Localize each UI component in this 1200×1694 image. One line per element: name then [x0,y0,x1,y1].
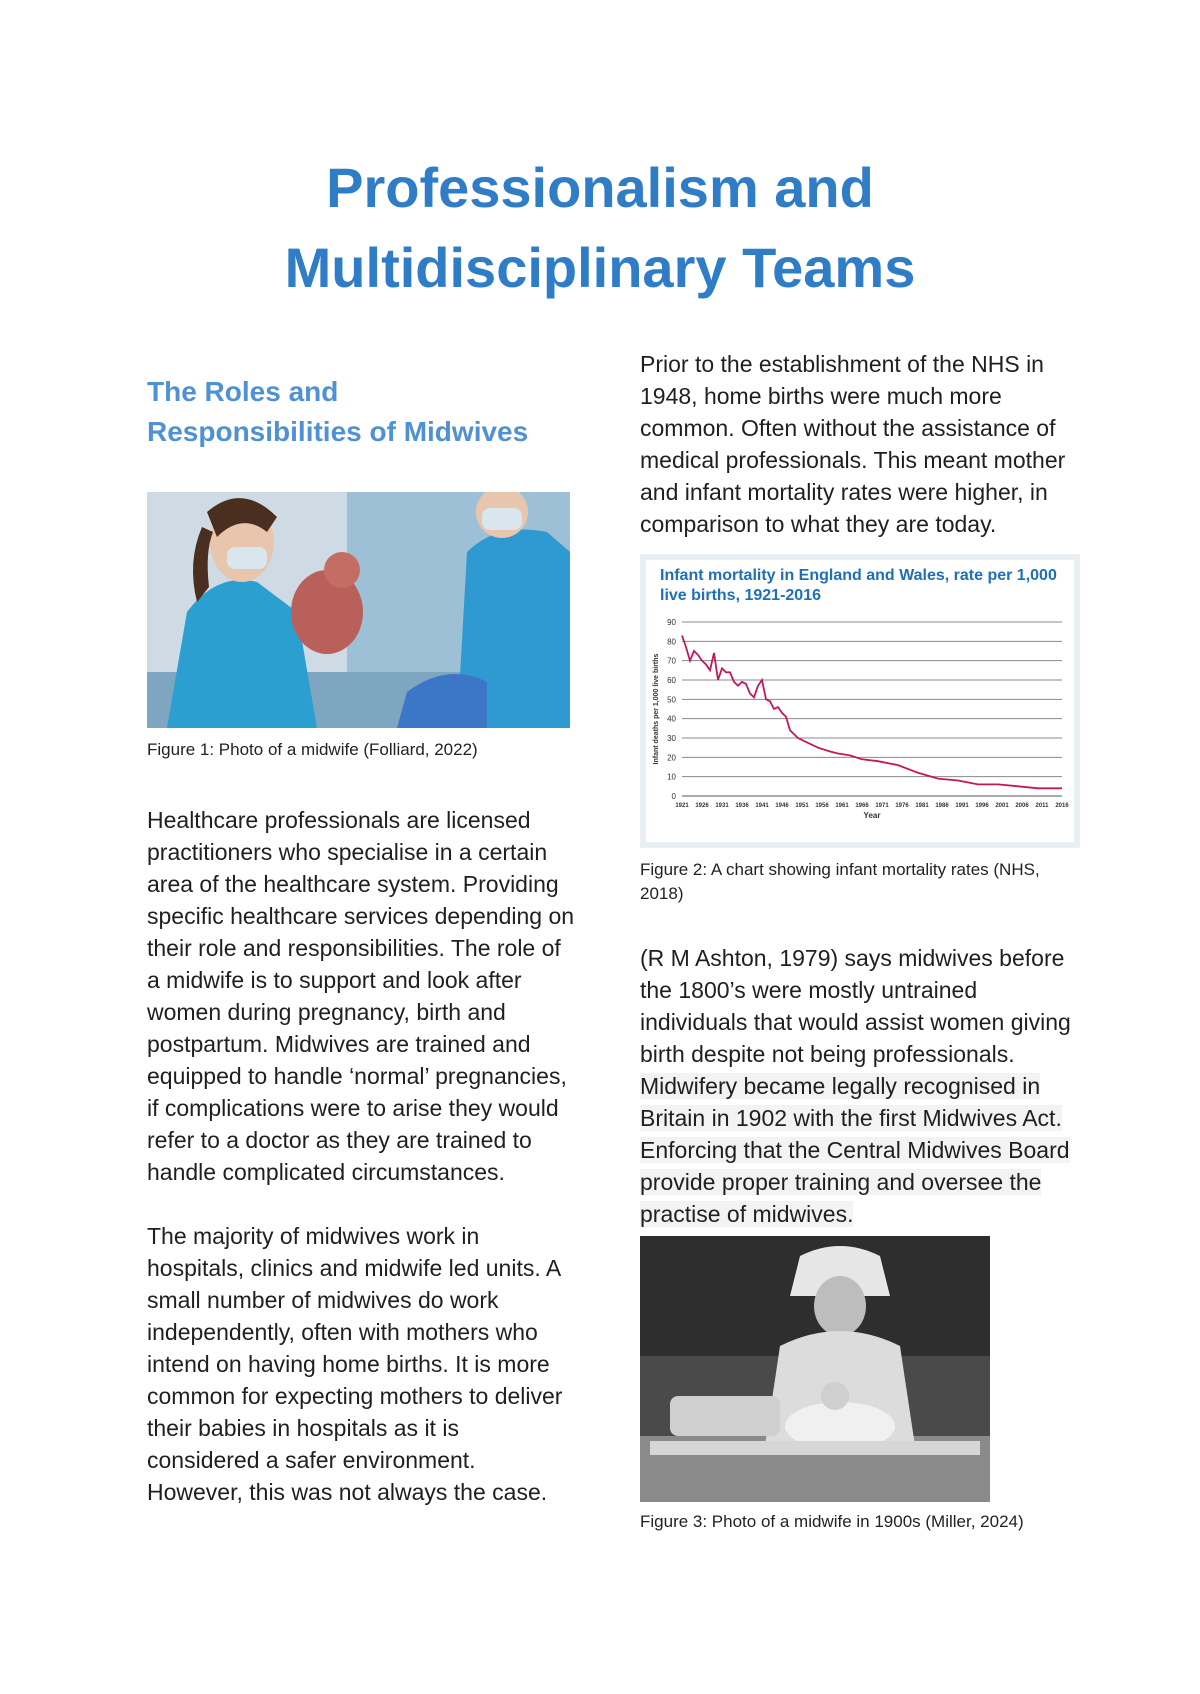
y-tick-label: 0 [671,792,676,801]
right-paragraph-2a: (R M Ashton, 1979) says midwives before the 1800’s were mostly untrained individuals that would assist women giving birth despite not being professionals. [640,945,1071,1067]
right-column [640,348,1080,1534]
y-tick-label: 10 [667,772,676,782]
x-tick-label: 2016 [1055,803,1069,809]
x-tick-label: 1931 [715,803,729,809]
figure1-caption: Figure 1: Photo of a midwife (Folliard, 2022) [147,740,478,759]
title-line-1: Professionalism and [326,156,874,219]
y-tick-label: 70 [667,656,676,666]
y-tick-label: 50 [667,695,676,705]
infant-mortality-chart [640,554,1080,848]
section-heading [147,372,577,452]
midwife-photo [147,492,570,728]
y-tick-label: 90 [667,618,676,627]
x-tick-label: 1961 [835,803,849,809]
y-tick-label: 20 [667,753,676,763]
x-tick-label: 1941 [755,803,769,809]
x-tick-label: 1971 [875,803,889,809]
y-axis-label: Infant deaths per 1,000 live births [653,653,660,765]
heading-line-2: Responsibilities of Midwives [147,416,529,447]
x-tick-label: 1936 [735,803,749,809]
x-tick-label: 2001 [995,803,1009,809]
x-tick-label: 1956 [815,803,829,809]
title-line-2: Multidisciplinary Teams [284,236,916,299]
page-title [0,148,1200,308]
x-tick-label: 1976 [895,803,909,809]
figure3-caption: Figure 3: Photo of a midwife in 1900s (Miller, 2024) [640,1512,1024,1531]
left-column [147,372,577,1508]
left-paragraph-2: The majority of midwives work in hospitals, clinics and midwife led units. A small number of midwives do work independently, often with mothers who intend on having home births. It is more common for expecting mothers to deliver their babies in hospitals as it is considered a safer environment. However, this was not always the case. [147,1223,563,1505]
chart-panel [646,560,1074,842]
x-tick-label: 2011 [1035,803,1049,809]
right-paragraph-2 [640,942,1080,1230]
x-tick-label: 1951 [795,803,809,809]
historic-midwife-photo [640,1236,990,1502]
y-tick-label: 60 [667,676,676,685]
figure2-caption: Figure 2: A chart showing infant mortality rates (NHS, 2018) [640,860,1040,903]
x-axis-label: Year [863,811,881,820]
x-tick-label: 1966 [855,803,869,809]
right-paragraph-2b: Midwifery became legally recognised in Britain in 1902 with the first Midwives Act. Enforcing that the Central Midwives Board provide proper training and oversee the practise of midwives. [640,1073,1070,1227]
x-tick-label: 2006 [1015,803,1029,809]
y-tick-label: 40 [667,714,676,724]
series-line [682,636,1062,789]
x-tick-label: 1921 [675,803,689,809]
heading-line-1: The Roles and [147,376,339,407]
x-tick-label: 1996 [975,803,989,809]
x-tick-label: 1991 [955,803,969,809]
y-tick-label: 80 [667,637,676,647]
x-tick-label: 1926 [695,803,709,809]
x-tick-label: 1986 [935,803,949,809]
right-paragraph-1: Prior to the establishment of the NHS in 1948, home births were much more common. Often without the assistance of medical professionals. This meant mother and infant mortality rates were higher, in comparison to what they are today. [640,351,1066,537]
left-paragraph-1: Healthcare professionals are licensed practitioners who specialise in a certain area of the healthcare system. Providing specific healthcare services depending on their role and responsibilities. The role of a midwife is to support and look after women during pregnancy, birth and postpartum. Midwives are trained and equipped to handle ‘normal’ pregnancies, if complications were to arise they would refer to a doctor as they are trained to handle complicated circumstances. [147,807,575,1185]
y-tick-label: 30 [667,734,676,743]
chart-title: Infant mortality in England and Wales, rate per 1,000 live births, 1921-2016 [660,567,1057,604]
x-tick-label: 1946 [775,803,789,809]
x-tick-label: 1981 [915,803,929,809]
